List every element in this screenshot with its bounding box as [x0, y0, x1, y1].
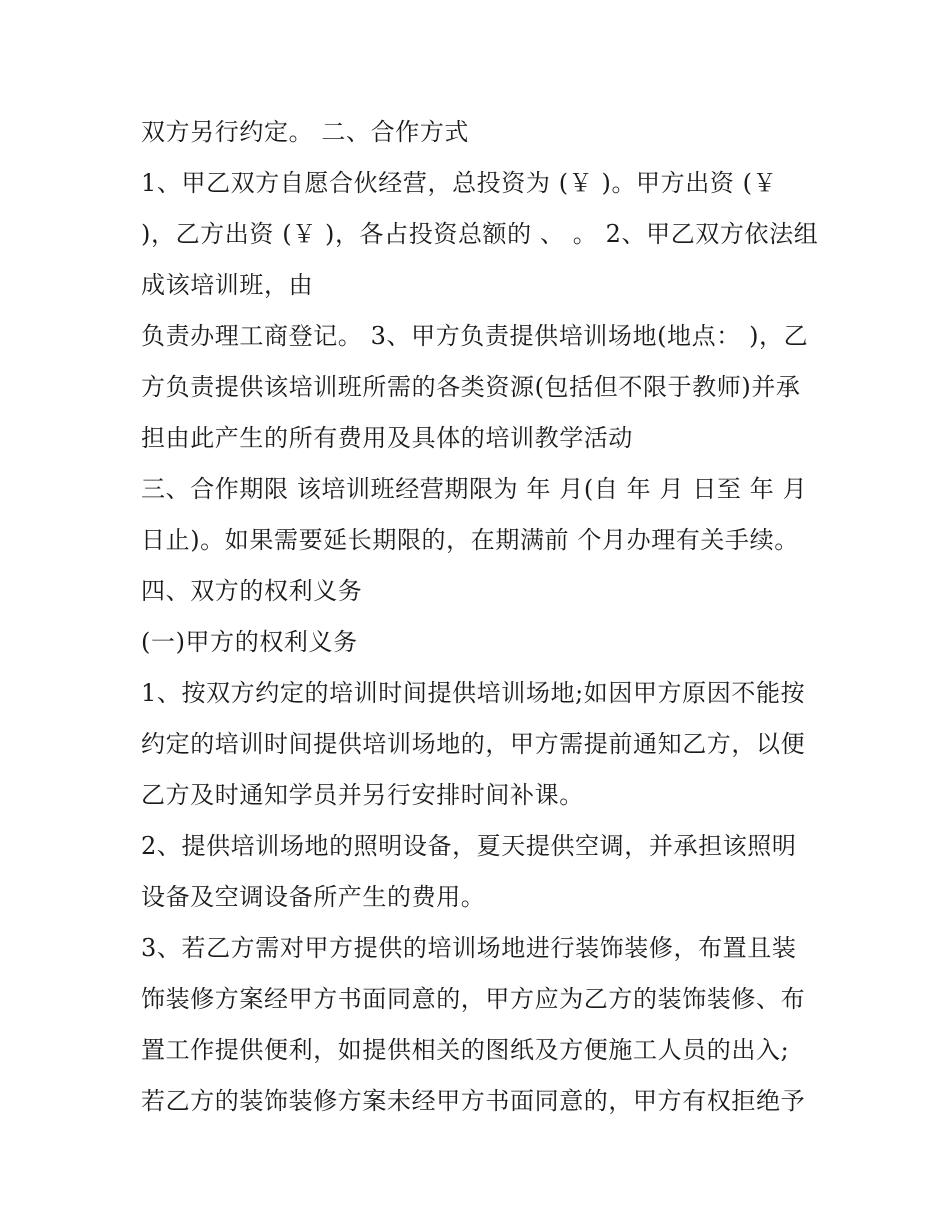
text-line: 负责办理工商登记。 3、甲方负责提供培训场地(地点： )，乙	[141, 322, 809, 350]
text-line: 方负责提供该培训班所需的各类资源(包括但不限于教师)并承	[141, 373, 801, 401]
text-line: 若乙方的装饰装修方案未经甲方书面同意的，甲方有权拒绝予	[141, 1087, 806, 1115]
text-line: 2、提供培训场地的照明设备，夏天提供空调，并承担该照明	[141, 832, 797, 860]
text-line: 置工作提供便利，如提供相关的图纸及方便施工人员的出入;	[141, 1036, 790, 1064]
text-line: 约定的培训时间提供培训场地的，甲方需提前通知乙方，以便	[141, 730, 806, 758]
text-line: 1、按双方约定的培训时间提供培训场地;如因甲方原因不能按	[141, 679, 806, 707]
text-line: 1、甲乙双方自愿合伙经营，总投资为 (￥ )。甲方出资 (￥	[141, 169, 778, 197]
text-line: 设备及空调设备所产生的费用。	[141, 883, 486, 911]
text-line: 担由此产生的所有费用及具体的培训教学活动	[141, 424, 633, 452]
text-line: 3、若乙方需对甲方提供的培训场地进行装饰装修，布置且装	[141, 934, 797, 962]
subsection-heading: (一)甲方的权利义务	[141, 628, 358, 656]
text-line: 双方另行约定。 二、合作方式	[141, 118, 470, 146]
text-line: 日止)。如果需要延长期限的，在期满前 个月办理有关手续。	[141, 526, 799, 554]
text-line: )，乙方出资 (￥ )，各占投资总额的 、 。 2、甲乙双方依法组	[141, 220, 819, 248]
text-line: 饰装修方案经甲方书面同意的，甲方应为乙方的装饰装修、布	[141, 985, 806, 1013]
text-line: 乙方及时通知学员并另行安排时间补课。	[141, 781, 584, 809]
section-heading: 四、双方的权利义务	[141, 577, 363, 605]
text-line: 成该培训班，由	[141, 271, 314, 299]
text-line: 三、合作期限 该培训班经营期限为 年 月(自 年 月 日至 年 月	[141, 475, 808, 503]
document-body	[141, 107, 821, 1127]
